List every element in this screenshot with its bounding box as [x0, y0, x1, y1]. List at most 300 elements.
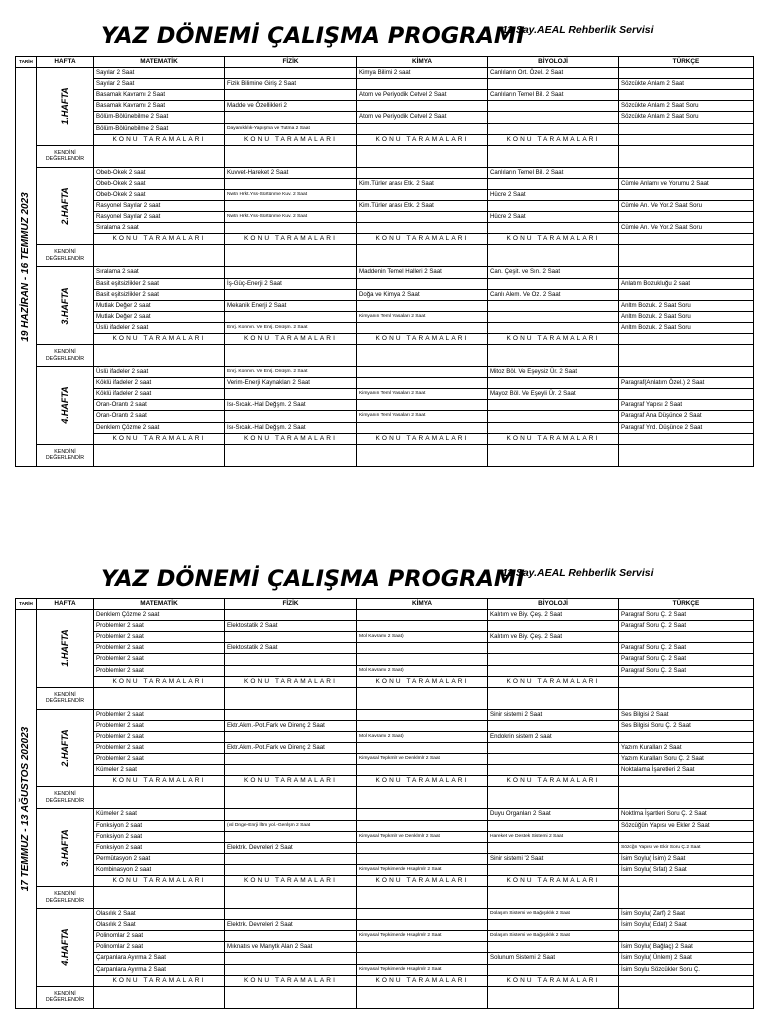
konu-taramalari-cell: KONU TARAMALARI — [488, 333, 619, 344]
subject-cell — [357, 378, 488, 389]
subject-cell — [357, 400, 488, 411]
empty-cell — [619, 444, 754, 466]
subject-cell: Kümeler 2 saat — [94, 809, 225, 820]
table-row — [16, 864, 754, 875]
date-range: 19 HAZİRAN - 16 TEMMUZ 2023 — [19, 192, 31, 342]
table-row — [16, 378, 754, 389]
column-header: BİYOLOJİ — [488, 599, 619, 610]
subject-cell: İsim Soylu( Ünlem) 2 Saat — [619, 953, 754, 964]
empty-cell — [94, 444, 225, 466]
subject-cell: Atom ve Periyodik Cetvel 2 Saat — [357, 90, 488, 101]
subject-cell — [357, 300, 488, 311]
subject-cell: Basamak Kavramı 2 Saat — [94, 90, 225, 101]
subject-cell — [225, 68, 357, 79]
subject-cell: Sözcüğün Yapısı ve Ekler 2 Saat — [619, 820, 754, 831]
week-label: 4.HAFTA — [59, 386, 70, 425]
table-row — [16, 267, 754, 278]
self-evaluation-row — [16, 687, 754, 709]
subject-cell: Kimyasal Tepkimerde Hsaplmlr 2 Saat — [357, 931, 488, 942]
subject-cell — [357, 212, 488, 223]
subject-cell — [357, 709, 488, 720]
table-row — [16, 79, 754, 90]
subject-cell: Problemler 2 saat — [94, 754, 225, 765]
subject-cell: Sayılar 2 Saat — [94, 79, 225, 90]
konu-taramalari-cell: KONU TARAMALARI — [488, 234, 619, 245]
subject-cell — [357, 720, 488, 731]
subject-cell — [488, 654, 619, 665]
page-subtitle: 11 Say.AEAL Rehberlik Servisi — [502, 567, 654, 579]
kendini-degerlendir-cell: KENDİNİ DEĞERLENDİR — [37, 687, 94, 709]
subject-cell: Kimyanın Teml Yasaları 2 Saat — [357, 389, 488, 400]
subject-cell: Kim.Türler arası Etk. 2 Saat — [357, 201, 488, 212]
week-label-cell — [37, 367, 94, 445]
week-label-cell — [37, 809, 94, 887]
subject-cell — [225, 754, 357, 765]
subject-cell: Ses Bilgisi 2 Saat — [619, 709, 754, 720]
column-header: FİZİK — [225, 599, 357, 610]
table-row — [16, 411, 754, 422]
empty-cell — [94, 145, 225, 167]
subject-cell: Permütasyon 2 saat — [94, 853, 225, 864]
subject-cell: Sözcğn Yapısı ve Ekir Soru Ç.2 Saat — [619, 842, 754, 853]
subject-cell: Olasılık 2 Saat — [94, 920, 225, 931]
subject-cell: Oran-Orantı 2 saat — [94, 411, 225, 422]
review-row — [16, 333, 754, 344]
subject-cell: Kimyanın Teml Yasaları 2 Saat — [357, 411, 488, 422]
header-row — [16, 599, 754, 610]
table-row — [16, 167, 754, 178]
subject-cell — [357, 167, 488, 178]
empty-cell — [225, 986, 357, 1008]
subject-cell: Madde ve Özellikleri 2 — [225, 101, 357, 112]
subject-cell — [488, 201, 619, 212]
subject-cell — [488, 665, 619, 676]
kendini-degerlendir-cell: KENDİNİ DEĞERLENDİR — [37, 986, 94, 1008]
konu-taramalari-cell — [619, 134, 754, 145]
empty-cell — [619, 345, 754, 367]
empty-cell — [94, 245, 225, 267]
table-row — [16, 322, 754, 333]
table-row — [16, 931, 754, 942]
subject-cell: Canlıların Ort. Özel. 2 Saat — [488, 68, 619, 79]
table-row — [16, 101, 754, 112]
konu-taramalari-cell: KONU TARAMALARI — [225, 333, 357, 344]
subject-cell: Sözcükte Anlam 2 Saat Soru — [619, 112, 754, 123]
subject-cell — [225, 389, 357, 400]
subject-cell — [488, 123, 619, 134]
subject-cell: Kimyasal Tepkimerde Hsaplmlr 2 Saat — [357, 964, 488, 975]
subject-cell — [488, 864, 619, 875]
subject-cell — [357, 942, 488, 953]
subject-cell — [357, 643, 488, 654]
konu-taramalari-cell: KONU TARAMALARI — [357, 134, 488, 145]
subject-cell: Maddenin Temel Halleri 2 Saat — [357, 267, 488, 278]
subject-cell: Problemler 2 saat — [94, 632, 225, 643]
subject-cell: Paragraf Soru Ç. 2 Saat — [619, 665, 754, 676]
column-header: KİMYA — [357, 599, 488, 610]
subject-cell — [225, 178, 357, 189]
subject-cell — [619, 931, 754, 942]
table-row — [16, 709, 754, 720]
subject-cell: Can. Çeşit. ve Sın. 2 Saat — [488, 267, 619, 278]
konu-taramalari-cell — [619, 676, 754, 687]
subject-cell — [488, 743, 619, 754]
subject-cell: Basit eşitsizlikler 2 saat — [94, 289, 225, 300]
subject-cell: Kombinasyon 2 saat — [94, 864, 225, 875]
table-row — [16, 942, 754, 953]
subject-cell: Sinir sistemi 2 Saat — [488, 709, 619, 720]
week-label-cell — [37, 610, 94, 688]
subject-cell — [488, 765, 619, 776]
subject-cell: İsim Soylu( Edat) 2 Saat — [619, 920, 754, 931]
konu-taramalari-cell: KONU TARAMALARI — [94, 875, 225, 886]
subject-cell — [357, 853, 488, 864]
table-row — [16, 311, 754, 322]
subject-cell: Paragraf Soru Ç. 2 Saat — [619, 654, 754, 665]
empty-cell — [94, 787, 225, 809]
empty-cell — [619, 245, 754, 267]
week-label: 3.HAFTA — [59, 829, 70, 867]
subject-cell — [225, 809, 357, 820]
table-row — [16, 610, 754, 621]
subject-cell: Paragraf Soru Ç. 2 Saat — [619, 610, 754, 621]
subject-cell: Problemler 2 saat — [94, 665, 225, 676]
review-row — [16, 234, 754, 245]
subject-cell: İsim Soylu( Sıfat) 2 Saat — [619, 864, 754, 875]
page-title: YAZ DÖNEMİ ÇALIŞMA PROGRAMI — [101, 566, 525, 592]
week-label-cell — [37, 167, 94, 245]
table-row — [16, 953, 754, 964]
subject-cell — [619, 367, 754, 378]
konu-taramalari-cell: KONU TARAMALARI — [357, 433, 488, 444]
subject-cell: Dolaşım Sistemi ve Bağışıklık 2 Saat — [488, 909, 619, 920]
konu-taramalari-cell: KONU TARAMALARI — [357, 776, 488, 787]
subject-cell: Kuvvet-Hareket 2 Saat — [225, 167, 357, 178]
subject-cell — [619, 632, 754, 643]
subject-cell: Anltm Bozuk. 2 Saat Soru — [619, 300, 754, 311]
subject-cell: Isı-Sıcak.-Hal Değşm. 2 Saat — [225, 422, 357, 433]
subject-cell: Problemler 2 saat — [94, 654, 225, 665]
empty-cell — [225, 687, 357, 709]
empty-cell — [357, 444, 488, 466]
subject-cell: Köklü ifadeler 2 saat — [94, 389, 225, 400]
subject-cell — [488, 920, 619, 931]
table-row — [16, 68, 754, 79]
subject-cell: Anlatım Bozukluğu 2 saat — [619, 278, 754, 289]
subject-cell — [488, 754, 619, 765]
column-header: HAFTA — [37, 57, 94, 68]
date-range-cell — [16, 68, 37, 467]
subject-cell — [357, 278, 488, 289]
subject-cell — [225, 909, 357, 920]
kendini-degerlendir-cell: KENDİNİ DEĞERLENDİR — [37, 145, 94, 167]
subject-cell — [488, 942, 619, 953]
table-row — [16, 842, 754, 853]
subject-cell — [619, 212, 754, 223]
subject-cell: Problemler 2 saat — [94, 720, 225, 731]
subject-cell: Problemler 2 saat — [94, 643, 225, 654]
subject-cell — [619, 731, 754, 742]
empty-cell — [488, 986, 619, 1008]
subject-cell: Basamak Kavramı 2 Saat — [94, 101, 225, 112]
table-row — [16, 964, 754, 975]
subject-cell: Kimyasal Tepkmlr ve Denklmlr 2 Saat — [357, 754, 488, 765]
table-row — [16, 223, 754, 234]
konu-taramalari-cell: KONU TARAMALARI — [225, 433, 357, 444]
table-row — [16, 754, 754, 765]
table-row — [16, 743, 754, 754]
subject-cell: Kimyanın Teml Yasaları 2 Saat — [357, 311, 488, 322]
subject-cell: Problemler 2 saat — [94, 709, 225, 720]
self-evaluation-row — [16, 887, 754, 909]
subject-cell: Atom ve Periyodik Cetvel 2 Saat — [357, 112, 488, 123]
empty-cell — [488, 887, 619, 909]
self-evaluation-row — [16, 787, 754, 809]
subject-cell: Nwtn Hrkt.Yss-Sürtünme Kuv. 2 Saat — [225, 189, 357, 200]
kendini-degerlendir-cell: KENDİNİ DEĞERLENDİR — [37, 887, 94, 909]
subject-cell — [225, 267, 357, 278]
subject-cell — [488, 311, 619, 322]
subject-cell: Mol Kavramı 2 Saat) — [357, 665, 488, 676]
column-header: TARİH — [16, 57, 37, 68]
konu-taramalari-cell: KONU TARAMALARI — [225, 234, 357, 245]
subject-cell — [225, 931, 357, 942]
table-row — [16, 123, 754, 134]
subject-cell — [488, 621, 619, 632]
week-label-cell — [37, 68, 94, 146]
konu-taramalari-cell — [619, 875, 754, 886]
subject-cell — [357, 610, 488, 621]
subject-cell — [225, 201, 357, 212]
subject-cell — [488, 300, 619, 311]
subject-cell — [225, 112, 357, 123]
subject-cell: Hücre 2 Saat — [488, 189, 619, 200]
table-row — [16, 820, 754, 831]
kendini-degerlendir-cell: KENDİNİ DEĞERLENDİR — [37, 787, 94, 809]
subject-cell: Problemler 2 saat — [94, 743, 225, 754]
kendini-degerlendir-cell: KENDİNİ DEĞERLENDİR — [37, 345, 94, 367]
subject-cell — [488, 411, 619, 422]
subject-cell: Hareket ve Destek Sistemi 2 Saat — [488, 831, 619, 842]
konu-taramalari-cell: KONU TARAMALARI — [488, 676, 619, 687]
subject-cell: Paragraf Yapısı 2 Saat — [619, 400, 754, 411]
subject-cell: Kimyasal Tepkmlr ve Denklmlr 2 Saat — [357, 831, 488, 842]
subject-cell: Problemler 2 saat — [94, 731, 225, 742]
subject-cell — [225, 953, 357, 964]
konu-taramalari-cell: KONU TARAMALARI — [94, 433, 225, 444]
subject-cell: Bölüm-Bölünebilme 2 Saat — [94, 123, 225, 134]
page-subtitle: 11 Say.AEAL Rehberlik Servisi — [502, 24, 654, 36]
date-range-cell — [16, 610, 37, 1009]
empty-cell — [357, 345, 488, 367]
subject-cell: Nwtn Hrkt.Yss-Sürtünme Kuv. 2 Saat — [225, 212, 357, 223]
subject-cell — [357, 367, 488, 378]
table-row — [16, 278, 754, 289]
column-header: TÜRKÇE — [619, 599, 754, 610]
subject-cell: (ısl Dnge-Enrji İltm yol.-Genlşm 2 Saat — [225, 820, 357, 831]
subject-cell: Kim.Türler arası Etk. 2 Saat — [357, 178, 488, 189]
subject-cell: Fonksiyon 2 saat — [94, 831, 225, 842]
konu-taramalari-cell: KONU TARAMALARI — [357, 975, 488, 986]
review-row — [16, 676, 754, 687]
subject-cell: Çarpanlara Ayırma 2 Saat — [94, 964, 225, 975]
subject-cell — [488, 112, 619, 123]
subject-cell — [619, 389, 754, 400]
empty-cell — [225, 444, 357, 466]
empty-cell — [488, 444, 619, 466]
subject-cell — [488, 178, 619, 189]
konu-taramalari-cell — [619, 433, 754, 444]
schedule-table — [15, 56, 754, 467]
subject-cell — [357, 223, 488, 234]
subject-cell — [225, 964, 357, 975]
subject-cell — [488, 223, 619, 234]
subject-cell — [488, 964, 619, 975]
week-label: 4.HAFTA — [59, 928, 70, 967]
subject-cell: İsim Soylu( İsim) 2 Saat — [619, 853, 754, 864]
konu-taramalari-cell — [619, 333, 754, 344]
empty-cell — [357, 245, 488, 267]
subject-cell: Elektostatik 2 Saat — [225, 621, 357, 632]
subject-cell: Yazım Kuralları 2 Saat — [619, 743, 754, 754]
self-evaluation-row — [16, 345, 754, 367]
subject-cell: Cümle An. Ve Yor.2 Saat Soru — [619, 201, 754, 212]
subject-cell: Mıknatıs ve Manytk Alan 2 Saat — [225, 942, 357, 953]
subject-cell: Fonksiyon 2 saat — [94, 820, 225, 831]
konu-taramalari-cell: KONU TARAMALARI — [488, 134, 619, 145]
subject-cell: Polinomlar 2 saat — [94, 931, 225, 942]
table-row — [16, 632, 754, 643]
page-title: YAZ DÖNEMİ ÇALIŞMA PROGRAMI — [101, 23, 525, 49]
subject-cell: Canlıların Temel Bil. 2 Saat — [488, 90, 619, 101]
subject-cell: Mayoz Böl. Ve Eşeyli Ür. 2 Saat — [488, 389, 619, 400]
subject-cell: Enrj. Konrvn. Ve Enrj. Dnüşm. 2 Saat — [225, 367, 357, 378]
subject-cell — [357, 621, 488, 632]
week-label: 1.HAFTA — [59, 629, 70, 668]
column-header: MATEMATİK — [94, 57, 225, 68]
empty-cell — [94, 887, 225, 909]
konu-taramalari-cell: KONU TARAMALARI — [357, 234, 488, 245]
empty-cell — [619, 787, 754, 809]
empty-cell — [488, 687, 619, 709]
table-row — [16, 400, 754, 411]
subject-cell: Hücre 2 Saat — [488, 212, 619, 223]
subject-cell: Kimya Bilimi 2 saat — [357, 68, 488, 79]
konu-taramalari-cell: KONU TARAMALARI — [94, 676, 225, 687]
week-label: 3.HAFTA — [59, 287, 70, 325]
konu-taramalari-cell: KONU TARAMALARI — [225, 776, 357, 787]
subject-cell: Oran-Orantı 2 saat — [94, 400, 225, 411]
column-header: HAFTA — [37, 599, 94, 610]
subject-cell: Obeb-Okek 2 saat — [94, 178, 225, 189]
table-row — [16, 665, 754, 676]
empty-cell — [225, 887, 357, 909]
subject-cell — [225, 223, 357, 234]
subject-cell — [619, 189, 754, 200]
subject-cell: Rasyonel Sayılar 2 saat — [94, 201, 225, 212]
table-row — [16, 367, 754, 378]
subject-cell — [488, 400, 619, 411]
table-row — [16, 765, 754, 776]
subject-cell: Noktlma İşartleri Soru Ç. 2 Saat — [619, 809, 754, 820]
subject-cell — [357, 920, 488, 931]
subject-cell: Duyu Organları 2 Saat — [488, 809, 619, 820]
subject-cell — [225, 765, 357, 776]
konu-taramalari-cell: KONU TARAMALARI — [225, 975, 357, 986]
subject-cell: Yazım Kuralları Soru Ç. 2 Saat — [619, 754, 754, 765]
subject-cell — [357, 953, 488, 964]
subject-cell — [619, 289, 754, 300]
subject-cell — [357, 765, 488, 776]
empty-cell — [357, 887, 488, 909]
subject-cell — [357, 842, 488, 853]
subject-cell: Anltm Bozuk. 2 Saat Soru — [619, 311, 754, 322]
empty-cell — [357, 986, 488, 1008]
subject-cell — [225, 632, 357, 643]
empty-cell — [619, 986, 754, 1008]
subject-cell: Mitoz Böl. Ve Eşeysiz Ür. 2 Saat — [488, 367, 619, 378]
subject-cell: Enrj. Konrvn. Ve Enrj. Dnüşm. 2 Saat — [225, 322, 357, 333]
subject-cell — [488, 842, 619, 853]
empty-cell — [619, 145, 754, 167]
subject-cell: İsim Soylu Sözcükler Soru Ç. — [619, 964, 754, 975]
konu-taramalari-cell: KONU TARAMALARI — [488, 875, 619, 886]
subject-cell: Obeb-Okek 2 saat — [94, 189, 225, 200]
subject-cell: Denklem Çözme 2 saat — [94, 610, 225, 621]
week-label: 1.HAFTA — [59, 87, 70, 126]
subject-cell — [357, 322, 488, 333]
self-evaluation-row — [16, 986, 754, 1008]
week-label-cell — [37, 709, 94, 787]
subject-cell: Mutlak Değer 2 saat — [94, 311, 225, 322]
table-row — [16, 289, 754, 300]
schedule-table — [15, 598, 754, 1009]
konu-taramalari-cell: KONU TARAMALARI — [94, 234, 225, 245]
subject-cell: Sinir sistemi '2 Saat — [488, 853, 619, 864]
subject-cell — [488, 79, 619, 90]
program-block-1 — [0, 22, 768, 462]
subject-cell: Kalıtım ve Biy. Çeş. 2 Saat — [488, 632, 619, 643]
review-row — [16, 433, 754, 444]
subject-cell: Çarpanlara Ayırma 2 Saat — [94, 953, 225, 964]
table-row — [16, 112, 754, 123]
empty-cell — [488, 345, 619, 367]
subject-cell: Problemler 2 saat — [94, 621, 225, 632]
subject-cell — [619, 831, 754, 842]
kendini-degerlendir-cell: KENDİNİ DEĞERLENDİR — [37, 245, 94, 267]
column-header: BİYOLOJİ — [488, 57, 619, 68]
konu-taramalari-cell: KONU TARAMALARI — [357, 875, 488, 886]
kendini-degerlendir-cell: KENDİNİ DEĞERLENDİR — [37, 444, 94, 466]
subject-cell: İsim Soylu( Bağlaç) 2 Saat — [619, 942, 754, 953]
subject-cell — [225, 853, 357, 864]
column-header: MATEMATİK — [94, 599, 225, 610]
review-row — [16, 975, 754, 986]
table-row — [16, 621, 754, 632]
week-label-cell — [37, 909, 94, 987]
subject-cell — [225, 90, 357, 101]
subject-cell — [619, 123, 754, 134]
subject-cell: Mutlak Değer 2 saat — [94, 300, 225, 311]
subject-cell — [357, 743, 488, 754]
subject-cell: Kalıtım ve Biy. Çeş. 2 Saat — [488, 610, 619, 621]
subject-cell: Paragraf(Anlatım Özel.) 2 Saat — [619, 378, 754, 389]
subject-cell — [488, 378, 619, 389]
konu-taramalari-cell — [619, 975, 754, 986]
subject-cell: Endokrin sistem 2 saat — [488, 731, 619, 742]
table-row — [16, 920, 754, 931]
subject-cell — [619, 68, 754, 79]
